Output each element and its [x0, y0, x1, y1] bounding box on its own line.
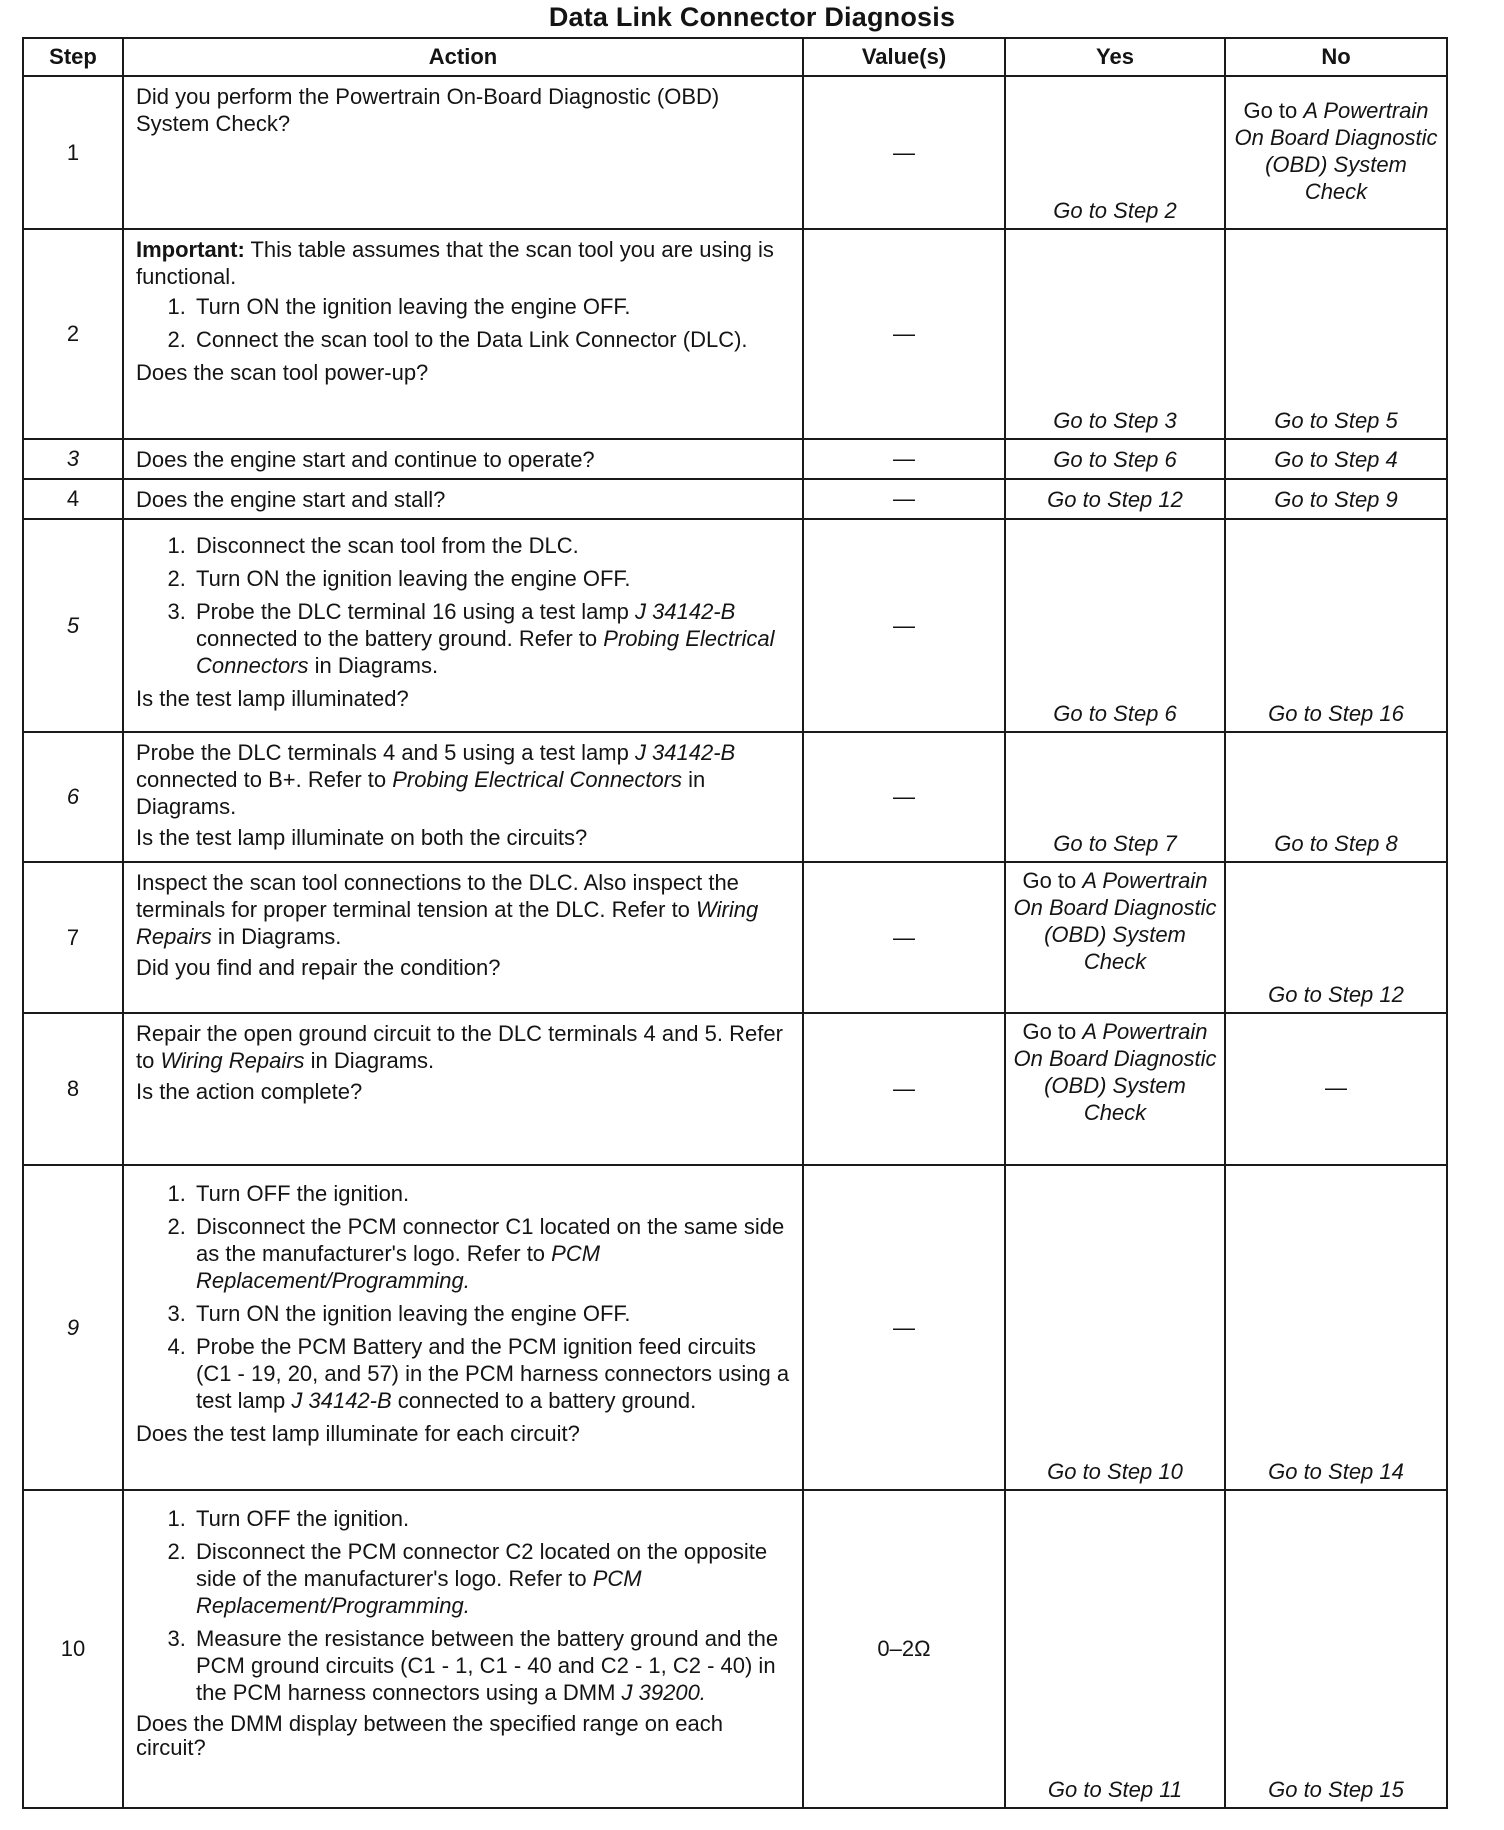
goto-obd-ref: Powertrain On Board Diagnostic (OBD) System Check: [1013, 1019, 1217, 1125]
step-number: 9: [23, 1165, 123, 1490]
action-question: Does the test lamp illuminate for each circuit?: [136, 1421, 580, 1446]
important-label: Important:: [136, 237, 245, 262]
value-cell: —: [803, 479, 1005, 519]
reference-title: Wiring Repairs: [136, 897, 759, 949]
header-row: [23, 38, 1447, 76]
tool-number: J 34142-B: [635, 599, 736, 624]
table-row: [23, 1165, 1447, 1490]
reference-title: Wiring Repairs: [160, 1048, 305, 1073]
no-cell: Go to Step 16: [1225, 519, 1447, 732]
table-row: [23, 862, 1447, 1013]
reference-title: PCM Replacement/Programming.: [196, 1566, 642, 1618]
action-cell: [123, 439, 803, 479]
action-question: Does the engine start and stall?: [136, 486, 446, 512]
list-item-text: in Diagrams.: [308, 653, 439, 678]
no-cell: Go to Step 9: [1225, 479, 1447, 519]
list-item: 3. Turn ON the ignition leaving the engine OFF.: [192, 1300, 792, 1327]
action-question: Does the engine start and continue to operate?: [136, 446, 595, 472]
tool-number: J 34142-B: [634, 740, 736, 765]
action-text: Probe the DLC terminals 4 and 5 using a test lamp: [136, 740, 635, 765]
value-cell: —: [803, 229, 1005, 439]
step-number: 6: [23, 732, 123, 862]
list-item-text: Probe the DLC terminal 16 using a test lamp: [196, 599, 636, 624]
action-text: Inspect the scan tool connections to the DLC. Also inspect the terminals for proper terminal tension at the DLC. Refer to: [136, 870, 739, 922]
header-values: Value(s): [803, 38, 1005, 76]
list-item-text: connected to a battery ground.: [391, 1388, 697, 1413]
list-item: 2. Connect the scan tool to the Data Link Connector (DLC).: [192, 326, 792, 353]
step-number: 5: [23, 519, 123, 732]
action-cell: [123, 479, 803, 519]
goto-obd-ref: Powertrain On Board Diagnostic (OBD) System Check: [1013, 868, 1217, 974]
reference-title: Probing Electrical Connectors: [392, 767, 683, 792]
table-row: [23, 1013, 1447, 1165]
value-cell: —: [803, 76, 1005, 229]
header-yes: Yes: [1005, 38, 1225, 76]
step-number: 3: [23, 439, 123, 479]
action-cell: [123, 519, 803, 732]
table-row: [23, 732, 1447, 862]
action-text: Repair the open ground circuit to the DLC terminals 4 and 5. Refer to: [136, 1021, 783, 1073]
value-cell: —: [803, 732, 1005, 862]
table-row: [23, 229, 1447, 439]
action-text: in Diagrams.: [211, 924, 342, 949]
list-item: [192, 1333, 792, 1414]
value-cell: —: [803, 1013, 1005, 1165]
step-number: 4: [23, 479, 123, 519]
tool-number: J 39200.: [621, 1680, 706, 1705]
reference-title: Probing Electrical Connectors: [196, 626, 775, 678]
value-cell: 0–2Ω: [803, 1490, 1005, 1808]
no-cell: [1225, 76, 1447, 229]
header-action: Action: [123, 38, 803, 76]
header-step: Step: [23, 38, 123, 76]
step-number: 2: [23, 229, 123, 439]
table-row: [23, 519, 1447, 732]
value-cell: —: [803, 439, 1005, 479]
header-no: No: [1225, 38, 1447, 76]
goto-a: A: [1082, 868, 1097, 893]
value-cell: —: [803, 519, 1005, 732]
list-item-text: Measure the resistance between the battery ground and the PCM ground circuits (C1 - 1, C1 - 40 and C2 - 1, C2 - 40) in the PCM harness connectors using a DMM: [196, 1626, 779, 1705]
list-item: [192, 598, 792, 679]
no-cell: Go to Step 8: [1225, 732, 1447, 862]
yes-cell: Go to Step 7: [1005, 732, 1225, 862]
yes-cell: Go to Step 10: [1005, 1165, 1225, 1490]
action-text: in Diagrams.: [304, 1048, 435, 1073]
diagnosis-table: [22, 37, 1448, 1809]
list-item: 1. Turn OFF the ignition.: [192, 1180, 792, 1207]
list-item: 2. Turn ON the ignition leaving the engine OFF.: [192, 565, 792, 592]
yes-cell: [1005, 862, 1225, 1013]
yes-cell: Go to Step 6: [1005, 439, 1225, 479]
goto-prefix: Go to: [1022, 1019, 1083, 1044]
action-cell: [123, 862, 803, 1013]
step-number: 8: [23, 1013, 123, 1165]
goto-a: A: [1303, 97, 1318, 123]
procedure-list: [136, 1505, 792, 1706]
yes-cell: Go to Step 6: [1005, 519, 1225, 732]
action-cell: [123, 732, 803, 862]
action-question: Is the action complete?: [136, 1079, 363, 1104]
yes-cell: Go to Step 11: [1005, 1490, 1225, 1808]
action-text: connected to B+. Refer to: [136, 767, 393, 792]
no-cell: Go to Step 5: [1225, 229, 1447, 439]
procedure-list: [136, 532, 792, 679]
no-cell: Go to Step 12: [1225, 862, 1447, 1013]
action-cell: [123, 1490, 803, 1808]
value-cell: —: [803, 862, 1005, 1013]
no-cell: —: [1225, 1013, 1447, 1165]
tool-number: J 34142-B: [291, 1388, 392, 1413]
procedure-list: [136, 293, 792, 353]
action-cell: [123, 1165, 803, 1490]
list-item-text: Disconnect the PCM connector C1 located on the same side as the manufacturer's logo. Refer to: [196, 1214, 785, 1266]
list-item: 1. Disconnect the scan tool from the DLC.: [192, 532, 792, 559]
list-item: 1. Turn ON the ignition leaving the engine OFF.: [192, 293, 792, 320]
list-item-text: connected to the battery ground. Refer to: [196, 626, 604, 651]
goto-prefix: Go to: [1243, 97, 1304, 123]
yes-cell: [1005, 1013, 1225, 1165]
procedure-list: [136, 1180, 792, 1414]
no-cell: Go to Step 15: [1225, 1490, 1447, 1808]
action-question: Does the DMM display between the specified range on each circuit?: [136, 1711, 724, 1760]
action-text: in Diagrams.: [136, 767, 706, 819]
action-cell: [123, 1013, 803, 1165]
list-item: 1. Turn OFF the ignition.: [192, 1505, 792, 1532]
step-number: 7: [23, 862, 123, 1013]
yes-cell: Go to Step 12: [1005, 479, 1225, 519]
action-cell: [123, 229, 803, 439]
page-title: Data Link Connector Diagnosis: [548, 2, 956, 32]
action-question: Does the scan tool power-up?: [136, 360, 429, 385]
no-cell: Go to Step 4: [1225, 439, 1447, 479]
yes-cell: Go to Step 2: [1005, 76, 1225, 229]
list-item: [192, 1213, 792, 1294]
goto-prefix: Go to: [1022, 868, 1083, 893]
action-cell: [123, 76, 803, 229]
table-row: [23, 479, 1447, 519]
table-row: [23, 1490, 1447, 1808]
step-number: 10: [23, 1490, 123, 1808]
value-cell: —: [803, 1165, 1005, 1490]
no-cell: Go to Step 14: [1225, 1165, 1447, 1490]
list-item-text: Probe the PCM Battery and the PCM ignition feed circuits (C1 - 19, 20, and 57) in the PCM harness connectors using a test lamp: [196, 1334, 790, 1413]
list-item: [192, 1538, 792, 1619]
list-item-text: Disconnect the PCM connector C2 located on the opposite side of the manufacturer's logo. Refer to: [196, 1539, 768, 1591]
action-question: Is the test lamp illuminate on both the circuits?: [136, 825, 588, 850]
reference-title: PCM Replacement/Programming.: [196, 1241, 601, 1293]
step-number: 1: [23, 76, 123, 229]
goto-a: A: [1082, 1019, 1097, 1044]
list-item: [192, 1625, 792, 1706]
important-text: This table assumes that the scan tool you are using is functional.: [136, 237, 774, 289]
action-question: Did you perform the Powertrain On-Board Diagnostic (OBD) System Check?: [136, 84, 720, 136]
table-row: [23, 76, 1447, 229]
yes-cell: Go to Step 3: [1005, 229, 1225, 439]
action-question: Did you find and repair the condition?: [136, 955, 501, 980]
action-question: Is the test lamp illuminated?: [136, 686, 409, 711]
goto-obd-ref: Powertrain On Board Diagnostic (OBD) System Check: [1234, 97, 1438, 204]
table-row: [23, 439, 1447, 479]
